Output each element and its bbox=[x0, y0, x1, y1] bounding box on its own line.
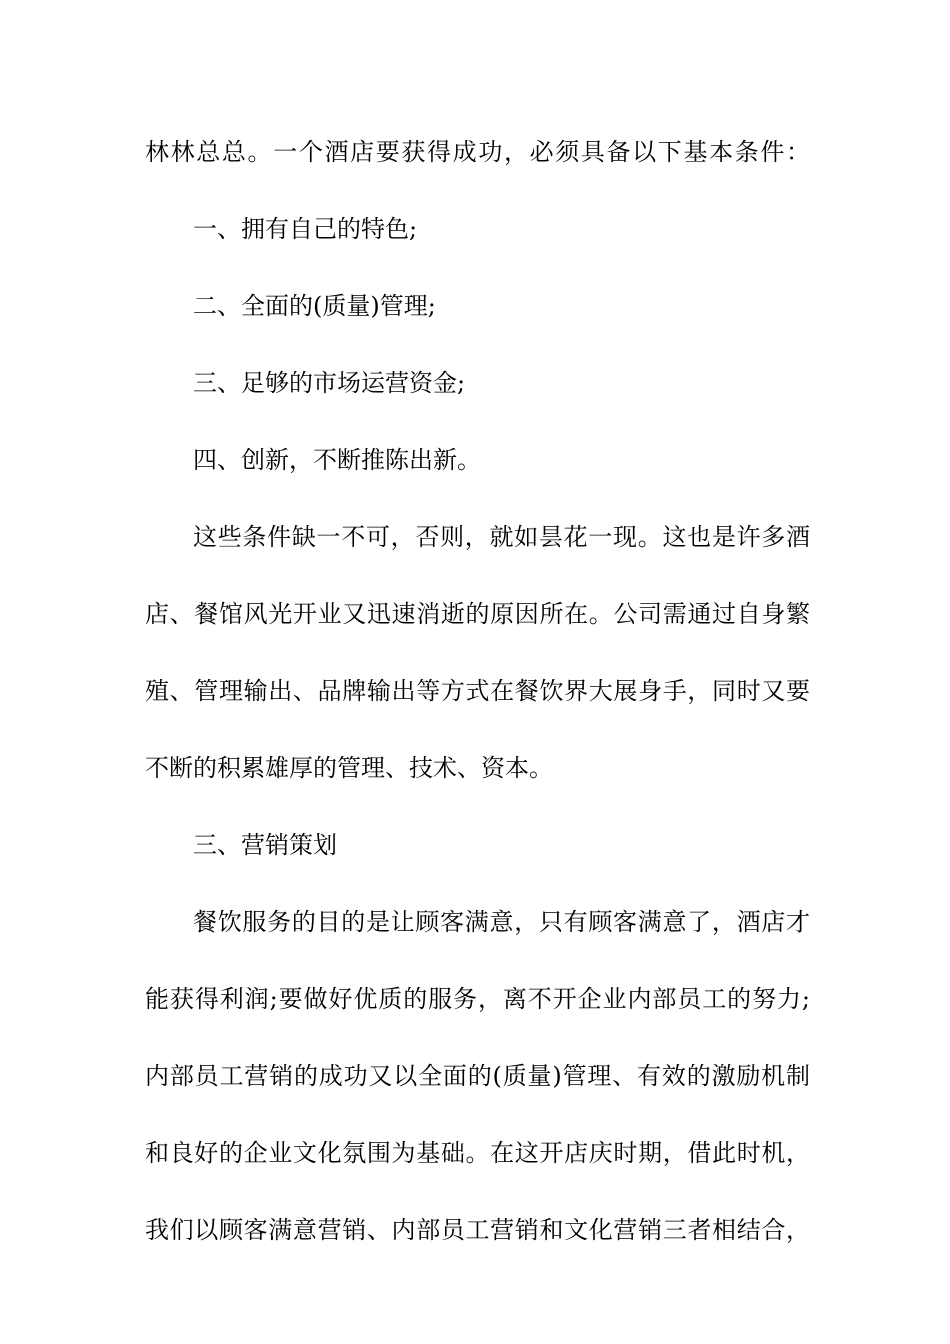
list-item-3: 三、足够的市场运营资金; bbox=[193, 369, 466, 397]
paragraph-line: 殖、管理输出、品牌输出等方式在餐饮界大展身手，同时又要 bbox=[145, 677, 810, 705]
paragraph-line: 和良好的企业文化氛围为基础。在这开店庆时期，借此时机， bbox=[145, 1139, 810, 1167]
list-item-1: 一、拥有自己的特色; bbox=[193, 215, 418, 243]
paragraph-line: 不断的积累雄厚的管理、技术、资本。 bbox=[145, 754, 553, 782]
paragraph-line: 餐饮服务的目的是让顾客满意，只有顾客满意了，酒店才 bbox=[193, 908, 810, 936]
paragraph-line: 店、餐馆风光开业又迅速消逝的原因所在。公司需通过自身繁 bbox=[145, 600, 810, 628]
section-heading: 三、营销策划 bbox=[193, 831, 337, 859]
paragraph-line: 内部员工营销的成功又以全面的(质量)管理、有效的激励机制 bbox=[145, 1062, 810, 1090]
paragraph-line: 这些条件缺一不可，否则，就如昙花一现。这也是许多酒 bbox=[193, 523, 810, 551]
document-body bbox=[145, 130, 810, 1285]
text-line: 林林总总。一个酒店要获得成功，必须具备以下基本条件： bbox=[145, 138, 810, 166]
list-item-2: 二、全面的(质量)管理; bbox=[193, 292, 436, 320]
paragraph-line: 我们以顾客满意营销、内部员工营销和文化营销三者相结合， bbox=[145, 1216, 810, 1244]
list-item-4: 四、创新，不断推陈出新。 bbox=[193, 446, 481, 474]
paragraph-line: 能获得利润;要做好优质的服务，离不开企业内部员工的努力; bbox=[145, 985, 810, 1013]
